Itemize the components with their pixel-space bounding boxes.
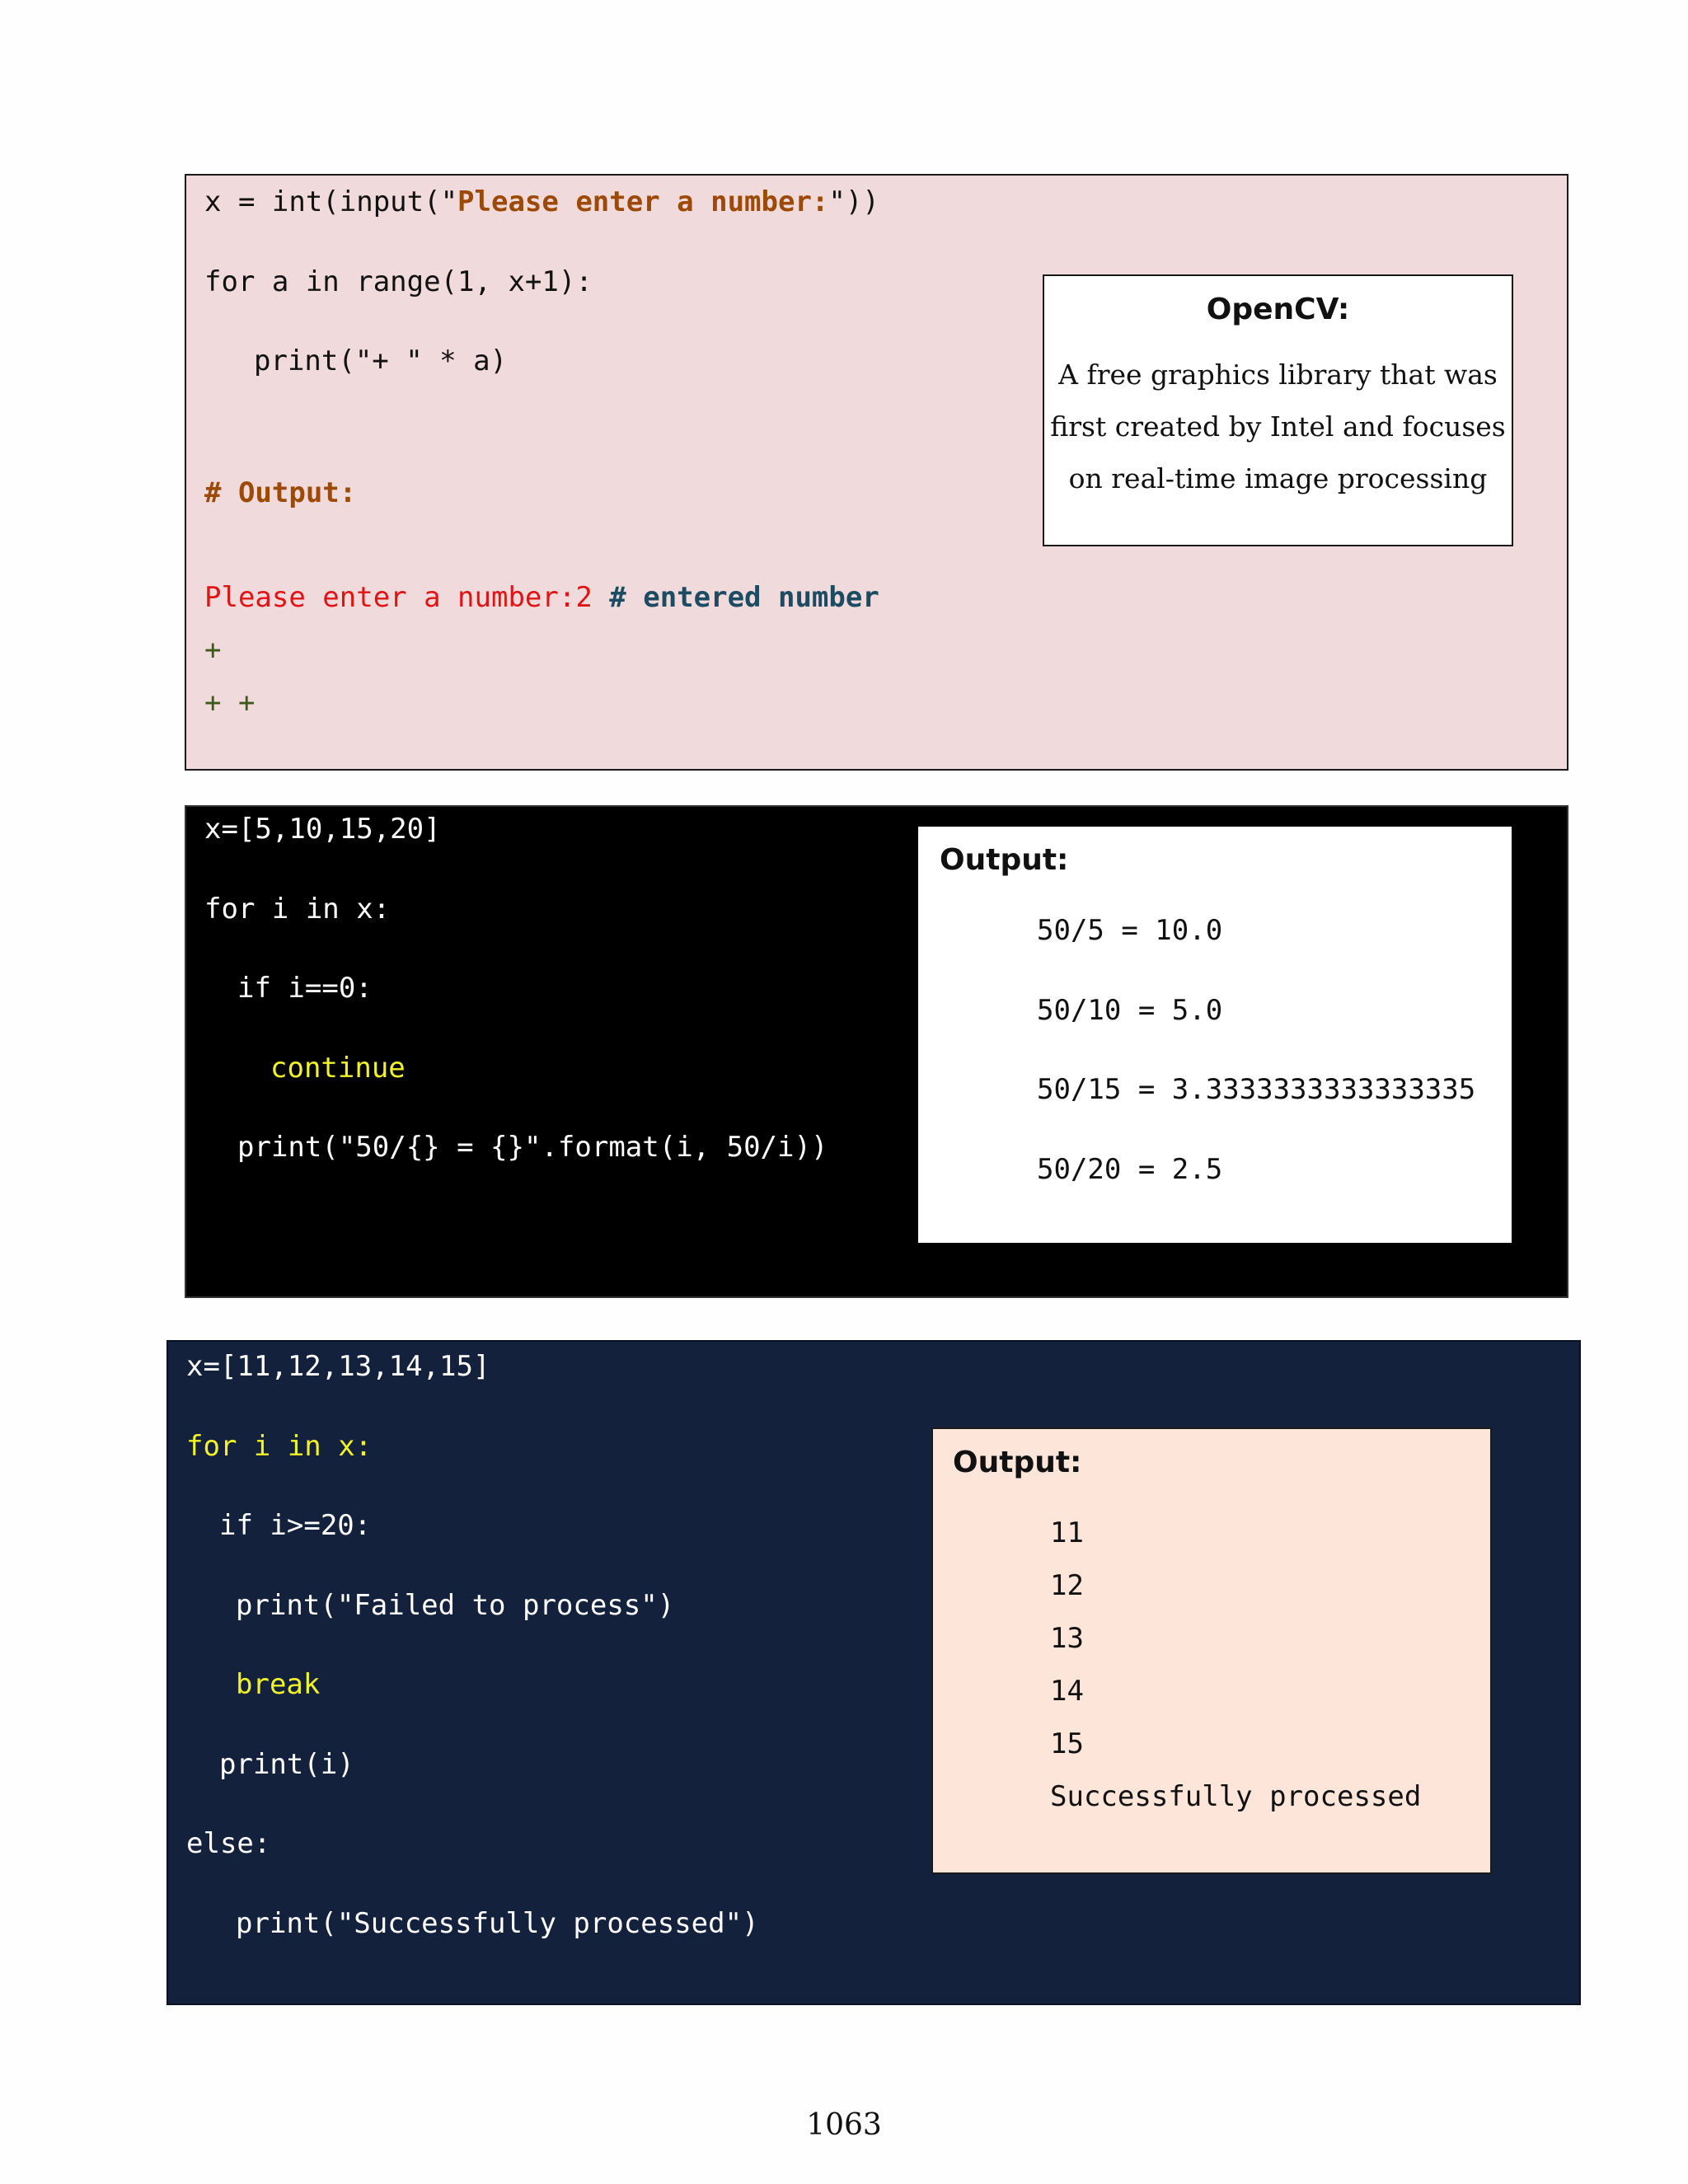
code-line: else:	[186, 1827, 271, 1860]
code-keyword: continue	[270, 1052, 406, 1085]
code-line: if i==0:	[237, 972, 373, 1005]
code-line: x=[11,12,13,14,15]	[186, 1350, 490, 1383]
opencv-note-box	[1043, 274, 1513, 546]
output-comment: # entered number	[609, 581, 879, 614]
output-box-3	[931, 1427, 1492, 1874]
code-line: print("50/{} = {}".format(i, 50/i))	[237, 1131, 828, 1164]
output-line: 13	[1050, 1622, 1084, 1655]
code-string: Please enter a number:	[457, 185, 829, 218]
code-line	[204, 185, 879, 218]
output-line: 50/15 = 3.3333333333333335	[1037, 1073, 1476, 1106]
output-line: 50/10 = 5.0	[1037, 994, 1223, 1027]
code-line: print("Failed to process")	[236, 1589, 675, 1622]
output-title: Output:	[940, 843, 1069, 877]
code-keyword: for i in x:	[186, 1430, 373, 1463]
output-line: 50/20 = 2.5	[1037, 1153, 1223, 1186]
code-line: x=[5,10,15,20]	[204, 813, 441, 846]
code-comment: # Output:	[204, 476, 357, 509]
output-prompt: Please enter a number:2	[204, 581, 593, 614]
output-line: Successfully processed	[1050, 1780, 1422, 1813]
output-line	[204, 581, 879, 614]
page-number: 1063	[806, 2108, 882, 2142]
code-line: for i in x:	[204, 893, 391, 926]
code-text: x = int(input("	[204, 185, 458, 218]
code-line: print("Successfully processed")	[236, 1907, 759, 1940]
output-line: 12	[1050, 1569, 1084, 1602]
code-keyword: break	[236, 1668, 321, 1701]
code-text: "))	[828, 185, 879, 218]
note-line: A free graphics library that was	[1058, 359, 1498, 391]
note-line: on real-time image processing	[1068, 462, 1488, 494]
code-line: for a in range(1, x+1):	[204, 265, 593, 298]
code-line: if i>=20:	[219, 1509, 372, 1542]
output-box-2	[918, 827, 1512, 1243]
output-title: Output:	[953, 1446, 1082, 1479]
output-line: +	[204, 634, 222, 667]
note-line: first created by Intel and focuses	[1050, 410, 1506, 443]
code-line: print("+ " * a)	[254, 344, 508, 377]
output-line: + +	[204, 687, 256, 719]
output-line: 50/5 = 10.0	[1037, 914, 1223, 947]
code-line: print(i)	[219, 1748, 354, 1781]
note-title: OpenCV:	[1206, 293, 1350, 326]
output-line: 14	[1050, 1675, 1084, 1708]
output-line: 11	[1050, 1516, 1084, 1549]
output-line: 15	[1050, 1727, 1084, 1760]
